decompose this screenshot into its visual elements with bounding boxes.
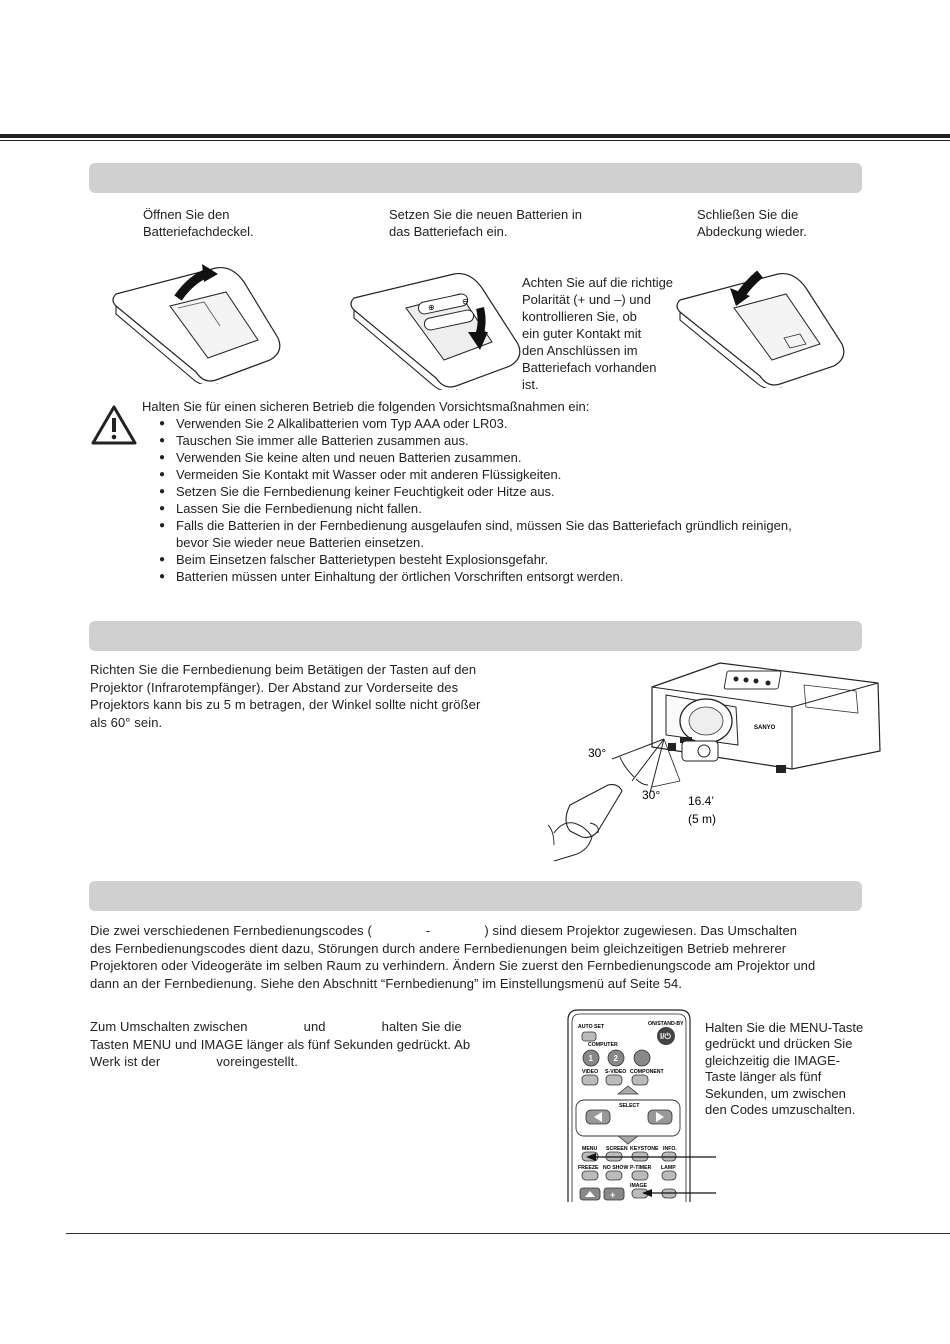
code-intro: Die zwei verschiedenen Fernbedienungscodes ( - ) sind diesem Projektor zugewiesen. Das Umschalten des Fernbedienungscodes dient dazu, Störungen durch andere Fernbedienungen beim gleichzeitigen Betrieb mehrerer Projektoren oder Videogeräte im selben Raum zu verhindern. Ändern Sie zuerst den Fernbedienungscode am Projektor und dann an der Fernbedienung. Siehe den Abschnitt “Fernbedienung” im Einstellungsmenü auf Seite 54. xyxy=(90,923,816,991)
svg-text:COMPUTER: COMPUTER xyxy=(588,1042,618,1048)
caution-item: ● Setzen Sie die Fernbedienung keiner Feuchtigkeit oder Hitze aus. xyxy=(142,483,862,500)
step3-text: Schließen Sie die Abdeckung wieder. xyxy=(697,207,807,239)
caution-item: ● Verwenden Sie keine alten und neuen Batterien zusammen. xyxy=(142,449,862,466)
svg-text:MENU: MENU xyxy=(582,1146,598,1152)
svg-text:IMAGE: IMAGE xyxy=(630,1183,648,1189)
remote-close-cover-illustration xyxy=(674,266,854,388)
svg-text:AUTO SET: AUTO SET xyxy=(578,1024,605,1030)
caution-item: ● Lassen Sie die Fernbedienung nicht fallen. xyxy=(142,500,862,517)
svg-text:P-TIMER: P-TIMER xyxy=(630,1165,652,1171)
warning-icon xyxy=(90,404,138,446)
projector-range-diagram xyxy=(540,655,885,865)
section-header-range xyxy=(89,621,862,651)
svg-text:NO SHOW: NO SHOW xyxy=(603,1165,629,1171)
svg-text:FREEZE: FREEZE xyxy=(578,1165,599,1171)
svg-text:SELECT: SELECT xyxy=(619,1103,640,1109)
svg-text:1: 1 xyxy=(588,1054,593,1063)
svg-text:KEYSTONE: KEYSTONE xyxy=(630,1146,659,1152)
range-text: Richten Sie die Fernbedienung beim Betätigen der Tasten auf den Projektor (Infrarotempfänger). Der Abstand zur Vorderseite des Projektors kann bis zu 5 m betragen, der Winkel sollte nicht größer als 60° sein. xyxy=(90,662,481,730)
svg-text:COMPONENT: COMPONENT xyxy=(630,1069,664,1075)
svg-text:S-VIDEO: S-VIDEO xyxy=(605,1069,627,1075)
svg-text:LAMP: LAMP xyxy=(661,1165,676,1171)
caution-item: ● Verwenden Sie 2 Alkalibatterien vom Typ AAA oder LR03. xyxy=(142,415,862,432)
header-rule xyxy=(0,134,950,138)
svg-text:I/⏻: I/⏻ xyxy=(660,1032,671,1041)
footer-rule xyxy=(66,1233,950,1234)
step1-text: Öffnen Sie den Batteriefachdeckel. xyxy=(143,207,254,239)
caution-item: ● Tauschen Sie immer alle Batterien zusammen aus. xyxy=(142,432,862,449)
caution-item: ● Falls die Batterien in der Fernbedienung ausgelaufen sind, müssen Sie das Batteriefach gründlich reinigen, xyxy=(142,517,862,534)
section-header-battery xyxy=(89,163,862,193)
projector-brand: SANYO xyxy=(754,725,776,731)
angle-label-bottom: 30° xyxy=(642,788,661,802)
code-callout: Halten Sie die MENU-Taste gedrückt und drücken Sie gleichzeitig die IMAGE- Taste länger als fünf Sekunden, um zwischen den Codes umzuschalten. xyxy=(705,1020,864,1118)
caution-item: ● Batterien müssen unter Einhaltung der örtlichen Vorschriften entsorgt werden. xyxy=(142,568,862,585)
distance-label-m: (5 m) xyxy=(688,812,716,826)
caution-list xyxy=(142,415,862,585)
header-rule-thin xyxy=(0,140,950,141)
angle-label-top: 30° xyxy=(588,746,607,760)
caution-item: ● Beim Einsetzen falscher Batterietypen besteht Explosionsgefahr. xyxy=(142,551,862,568)
remote-open-cover-illustration xyxy=(108,262,288,384)
caution-item: ● Vermeiden Sie Kontakt mit Wasser oder mit anderen Flüssigkeiten. xyxy=(142,466,862,483)
polarity-note: Achten Sie auf die richtige Polarität (+ und –) und kontrollieren Sie, ob ein guter Kontakt mit den Anschlüssen im Batteriefach vorhanden ist. xyxy=(522,275,674,392)
step2-text: Setzen Sie die neuen Batterien in das Batteriefach ein. xyxy=(389,207,582,239)
svg-text:2: 2 xyxy=(613,1054,618,1063)
callout-arrows xyxy=(580,1150,720,1200)
svg-text:INFO.: INFO. xyxy=(663,1146,677,1152)
svg-text:ON/STAND-BY: ON/STAND-BY xyxy=(648,1021,684,1027)
caution-intro: Halten Sie für einen sicheren Betrieb die folgenden Vorsichtsmaßnahmen ein: xyxy=(142,399,590,414)
svg-text:+: + xyxy=(610,1190,616,1200)
distance-label-ft: 16.4’ xyxy=(688,794,715,808)
section-header-code xyxy=(89,881,862,911)
svg-text:SCREEN: SCREEN xyxy=(606,1146,628,1152)
code-switch-text: Zum Umschalten zwischen und halten Sie die Tasten MENU und IMAGE länger als fünf Sekunden gedrückt. Ab Werk ist der voreingestellt. xyxy=(90,1019,471,1069)
caution-item-continuation: bevor Sie wieder neue Batterien einsetzen. xyxy=(176,535,424,550)
remote-insert-batteries-illustration xyxy=(348,268,528,390)
svg-text:⊕: ⊕ xyxy=(428,303,435,312)
svg-text:⊖: ⊖ xyxy=(462,297,469,306)
svg-text:VIDEO: VIDEO xyxy=(582,1069,599,1075)
